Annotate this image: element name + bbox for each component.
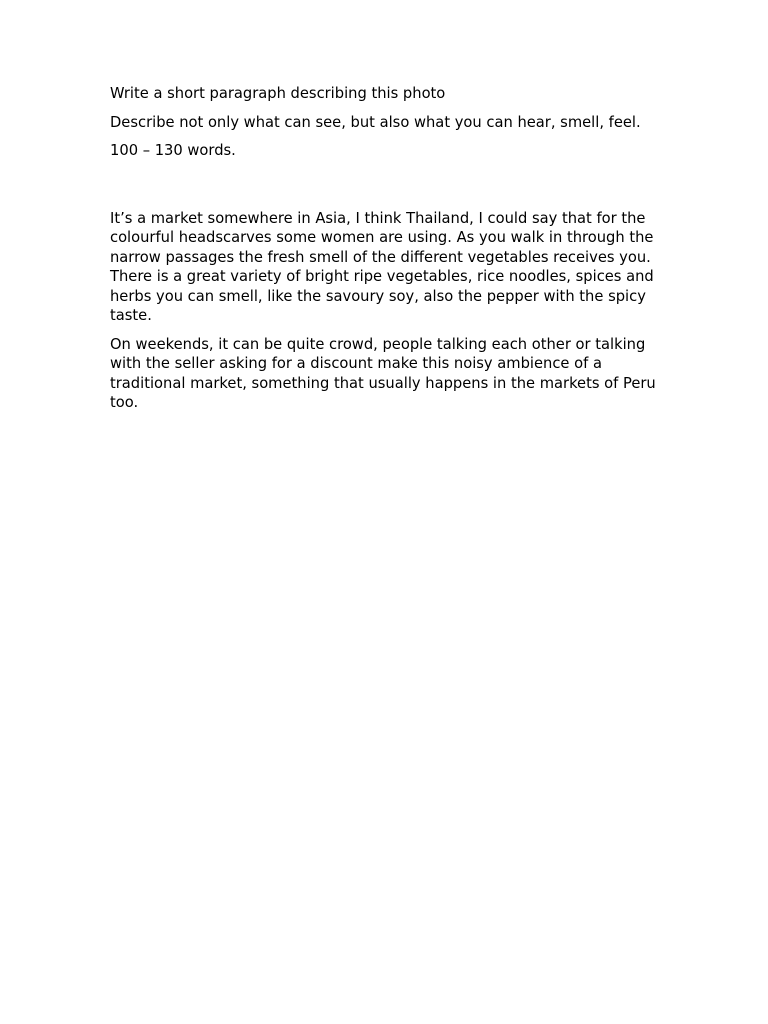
document-page bbox=[110, 84, 658, 422]
prompt-instruction: Write a short paragraph describing this photo bbox=[110, 85, 446, 102]
answer-paragraph-2: On weekends, it can be quite crowd, people talking each other or talking with the seller asking for a discount make this noisy ambience of a traditional market, something that usually happens in the markets of Peru too. bbox=[110, 335, 656, 411]
answer-paragraph-1: It’s a market somewhere in Asia, I think Thailand, I could say that for the colourful headscarves some women are using. As you walk in through the narrow passages the fresh smell of the different vegetables receives you. There is a great variety of bright ripe vegetables, rice noodles, spices and herbs you can smell, like the savoury soy, also the pepper with the spicy taste. bbox=[110, 209, 654, 324]
blank-lines bbox=[110, 170, 658, 209]
prompt-details: Describe not only what can see, but also what you can hear, smell, feel. bbox=[110, 113, 641, 131]
prompt-word-count: 100 – 130 words. bbox=[110, 142, 236, 159]
